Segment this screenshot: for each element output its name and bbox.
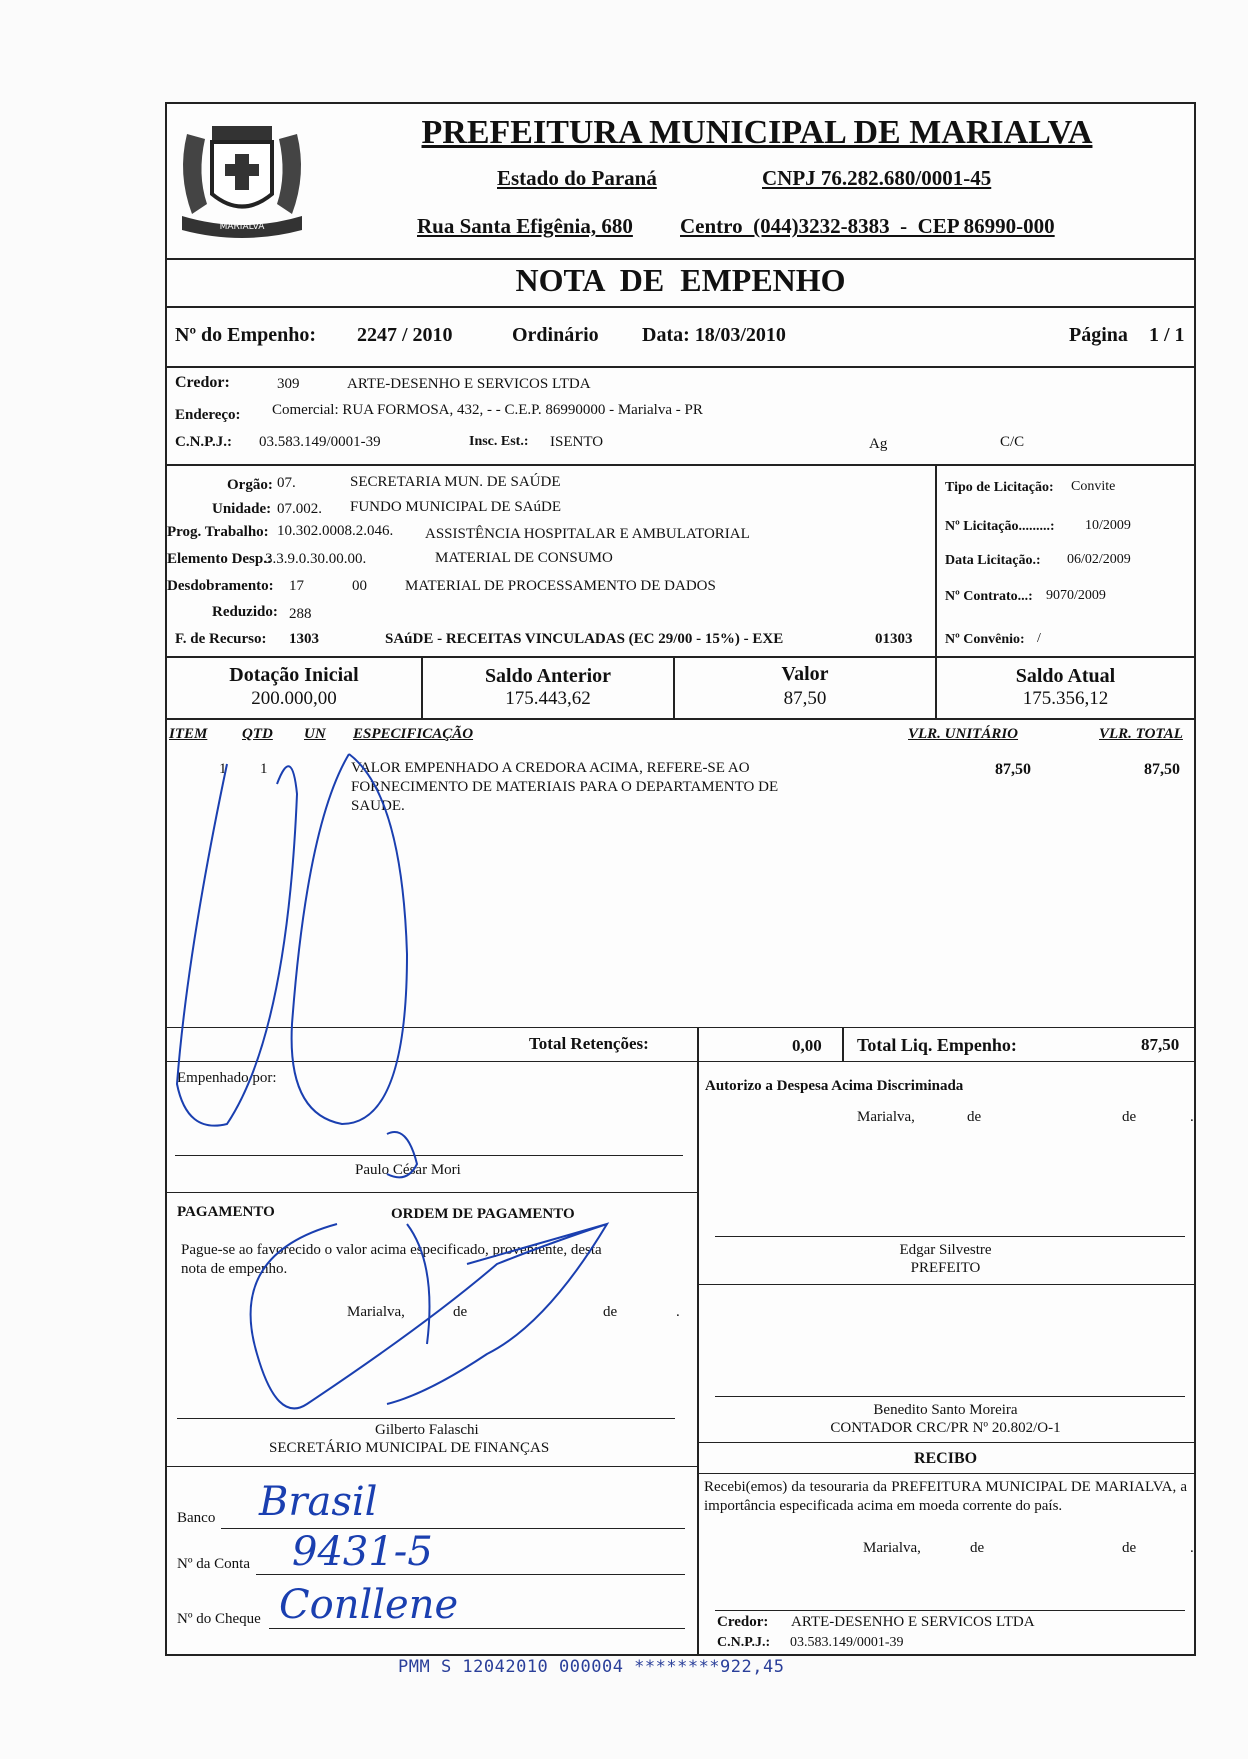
orgao-name: SECRETARIA MUN. DE SAÚDE [350, 474, 561, 490]
credor-code: 309 [277, 376, 300, 392]
credor-cnpj: 03.583.149/0001-39 [259, 434, 381, 450]
cheque-label: Nº do Cheque [177, 1611, 261, 1627]
recibo-text: Recebi(emos) da tesouraria da PREFEITURA MUNICIPAL DE MARIALVA, a importância especificada acima em moeda corrente do país. [704, 1479, 1187, 1514]
autorizo-de1: de [967, 1109, 982, 1125]
desdob-code2: 00 [352, 578, 367, 594]
dotacao-value: 200.000,00 [251, 688, 337, 709]
valor-label: Valor [781, 663, 829, 685]
banco-handwritten: Brasil [259, 1479, 378, 1525]
autorizo-place: Marialva, [857, 1109, 915, 1125]
pagamento-de1: de [453, 1304, 468, 1320]
row-unit-value: 87,50 [995, 761, 1031, 778]
pagamento-text-line2: nota de empenho. [181, 1261, 288, 1277]
recibo-place: Marialva, [863, 1540, 921, 1556]
empenho-date: Data: 18/03/2010 [642, 324, 786, 346]
desdob-code1: 17 [289, 578, 304, 594]
cnpj-label: C.N.P.J.: [175, 434, 232, 450]
num-licitacao: 10/2009 [1085, 518, 1131, 533]
prog-code: 10.302.0008.2.046. [277, 523, 394, 539]
reduzido-label: Reduzido: [212, 604, 278, 620]
prefeitura-title: PREFEITURA MUNICIPAL DE MARIALVA [421, 114, 1093, 151]
autorizo-label: Autorizo a Despesa Acima Discriminada [705, 1078, 964, 1094]
prog-label: Prog. Trabalho: [167, 524, 269, 540]
autorizo-dot: . [1190, 1109, 1194, 1125]
insc-label: Insc. Est.: [469, 434, 529, 449]
recibo-title: RECIBO [913, 1450, 978, 1467]
row-total-value: 87,50 [1144, 761, 1180, 778]
recibo-credor-label: Credor: [717, 1614, 769, 1630]
total-liquido-label: Total Liq. Empenho: [857, 1035, 1017, 1055]
unidade-label: Unidade: [212, 501, 272, 517]
convenio-label: Nº Convênio: [945, 632, 1025, 647]
credor-address: Comercial: RUA FORMOSA, 432, - - C.E.P. 86990000 - Marialva - PR [272, 402, 703, 418]
convenio-number: / [1037, 631, 1041, 646]
pagamento-label: PAGAMENTO [177, 1204, 275, 1220]
elemento-name: MATERIAL DE CONSUMO [435, 550, 613, 566]
recibo-credor: ARTE-DESENHO E SERVICOS LTDA [791, 1614, 1035, 1630]
financas-role: SECRETÁRIO MUNICIPAL DE FINANÇAS [269, 1440, 550, 1456]
municipal-crest-icon [167, 104, 317, 244]
desdob-label: Desdobramento: [167, 578, 274, 594]
credor-name: ARTE-DESENHO E SERVICOS LTDA [347, 376, 591, 392]
page-number: 1 / 1 [1149, 324, 1185, 346]
data-licitacao-label: Data Licitação.: [945, 553, 1041, 568]
tipo-licitacao-label: Tipo de Licitação: [945, 480, 1054, 495]
saldo-atual-label: Saldo Atual [1015, 665, 1116, 687]
col-unit-header: VLR. UNITÁRIO [908, 726, 1019, 742]
address-label: Endereço: [175, 407, 241, 423]
tipo-licitacao: Convite [1071, 479, 1116, 494]
pagamento-place: Marialva, [347, 1304, 405, 1320]
prog-name: ASSISTÊNCIA HOSPITALAR E AMBULATORIAL [425, 526, 750, 542]
credor-label: Credor: [175, 374, 230, 391]
desdob-name: MATERIAL DE PROCESSAMENTO DE DADOS [405, 578, 716, 594]
col-qtd-header: QTD [242, 726, 273, 742]
recibo-cnpj: 03.583.149/0001-39 [790, 1635, 904, 1650]
recibo-cnpj-label: C.N.P.J.: [717, 1635, 771, 1650]
signature-loop-large [177, 764, 297, 1126]
recibo-de1: de [970, 1540, 985, 1556]
row-spec-line1: VALOR EMPENHADO A CREDORA ACIMA, REFERE-SE AO [351, 760, 750, 776]
empenhado-label: Empenhado por: [177, 1070, 277, 1086]
conta-label: Nº da Conta [177, 1556, 250, 1572]
empenho-number-label: Nº do Empenho: [175, 324, 317, 346]
signature-falaschi [251, 1224, 607, 1408]
pagamento-de2: de [603, 1304, 618, 1320]
header-cnpj: CNPJ 76.282.680/0001-45 [762, 166, 992, 190]
recibo-dot: . [1190, 1540, 1194, 1556]
pagamento-dot: . [676, 1304, 680, 1320]
conta-handwritten: 9431-5 [292, 1529, 433, 1575]
total-retencoes-value: 0,00 [792, 1036, 822, 1055]
financas-signer: Gilberto Falaschi [375, 1422, 479, 1438]
insc-value: ISENTO [550, 434, 604, 450]
elemento-code: 3.3.9.0.30.00.00. [265, 551, 367, 567]
empenho-type: Ordinário [512, 324, 599, 346]
header-address: Rua Santa Efigênia, 680 [417, 214, 633, 238]
recurso-code2: 01303 [875, 631, 913, 647]
cheque-handwritten: Conllene [279, 1582, 459, 1628]
document-title: NOTA DE EMPENHO [515, 262, 846, 298]
valor-value: 87,50 [783, 688, 827, 709]
orgao-code: 07. [277, 475, 296, 491]
total-retencoes-label: Total Retenções: [529, 1034, 649, 1053]
reduzido-value: 288 [289, 606, 312, 622]
orgao-label: Orgão: [227, 477, 273, 493]
contador-role: CONTADOR CRC/PR Nº 20.802/O-1 [830, 1420, 1061, 1436]
banco-label: Banco [177, 1510, 216, 1526]
saldo-anterior-value: 175.443,62 [505, 688, 591, 709]
empenho-document [165, 102, 1196, 1656]
prefeito-role: PREFEITO [910, 1260, 981, 1276]
col-espec-header: ESPECIFICAÇÃO [353, 726, 474, 742]
num-licitacao-label: Nº Licitação.........: [945, 519, 1055, 534]
pagamento-text-line1: Pague-se ao favorecido o valor acima especificado, proveniente, desta [181, 1242, 602, 1258]
ag-label: Ag [869, 436, 888, 452]
col-un-header: UN [304, 726, 326, 742]
row-spec-line3: SAUDE. [351, 798, 405, 814]
autorizo-de2: de [1122, 1109, 1137, 1125]
row-item: 1 [219, 761, 227, 777]
signature-scribbles [167, 704, 727, 1464]
cc-label: C/C [1000, 434, 1025, 450]
unidade-name: FUNDO MUNICIPAL DE SAúDE [350, 499, 561, 515]
recurso-name: SAúDE - RECEITAS VINCULADAS (EC 29/00 - 15%) - EXE [385, 631, 784, 647]
contrato-number: 9070/2009 [1046, 588, 1106, 603]
prefeito-name: Edgar Silvestre [899, 1242, 992, 1258]
contrato-label: Nº Contrato...: [945, 589, 1033, 604]
row-qtd: 1 [260, 761, 268, 777]
page-label: Página [1069, 324, 1128, 346]
crest-banner-text: MARIALVA [219, 222, 265, 232]
elemento-label: Elemento Desp.: [167, 551, 272, 567]
saldo-anterior-label: Saldo Anterior [484, 665, 612, 687]
col-item-header: ITEM [169, 726, 208, 742]
empenhado-name: Paulo César Mori [355, 1162, 461, 1178]
state-label: Estado do Paraná [497, 166, 657, 190]
recurso-code: 1303 [289, 631, 319, 647]
ordem-pagamento-label: ORDEM DE PAGAMENTO [391, 1206, 575, 1222]
total-liquido-value: 87,50 [1141, 1035, 1180, 1054]
recurso-label: F. de Recurso: [175, 631, 267, 647]
dotacao-label: Dotação Inicial [229, 664, 359, 686]
unidade-code: 07.002. [277, 501, 322, 517]
recibo-de2: de [1122, 1540, 1137, 1556]
bank-stamp: PMM S 12042010 000004 ********922,45 [398, 1657, 785, 1677]
col-total-header: VLR. TOTAL [1099, 726, 1183, 742]
saldo-atual-value: 175.356,12 [1022, 688, 1109, 709]
signature-loop-right [292, 754, 407, 1124]
data-licitacao: 06/02/2009 [1067, 552, 1131, 567]
header-contact: Centro (044)3232-8383 - CEP 86990-000 [680, 214, 1055, 238]
signature-loop-mori [387, 1132, 417, 1177]
empenho-number: 2247 / 2010 [357, 324, 453, 346]
row-spec-line2: FORNECIMENTO DE MATERIAIS PARA O DEPARTAMENTO DE [351, 779, 779, 795]
contador-name: Benedito Santo Moreira [873, 1402, 1018, 1418]
